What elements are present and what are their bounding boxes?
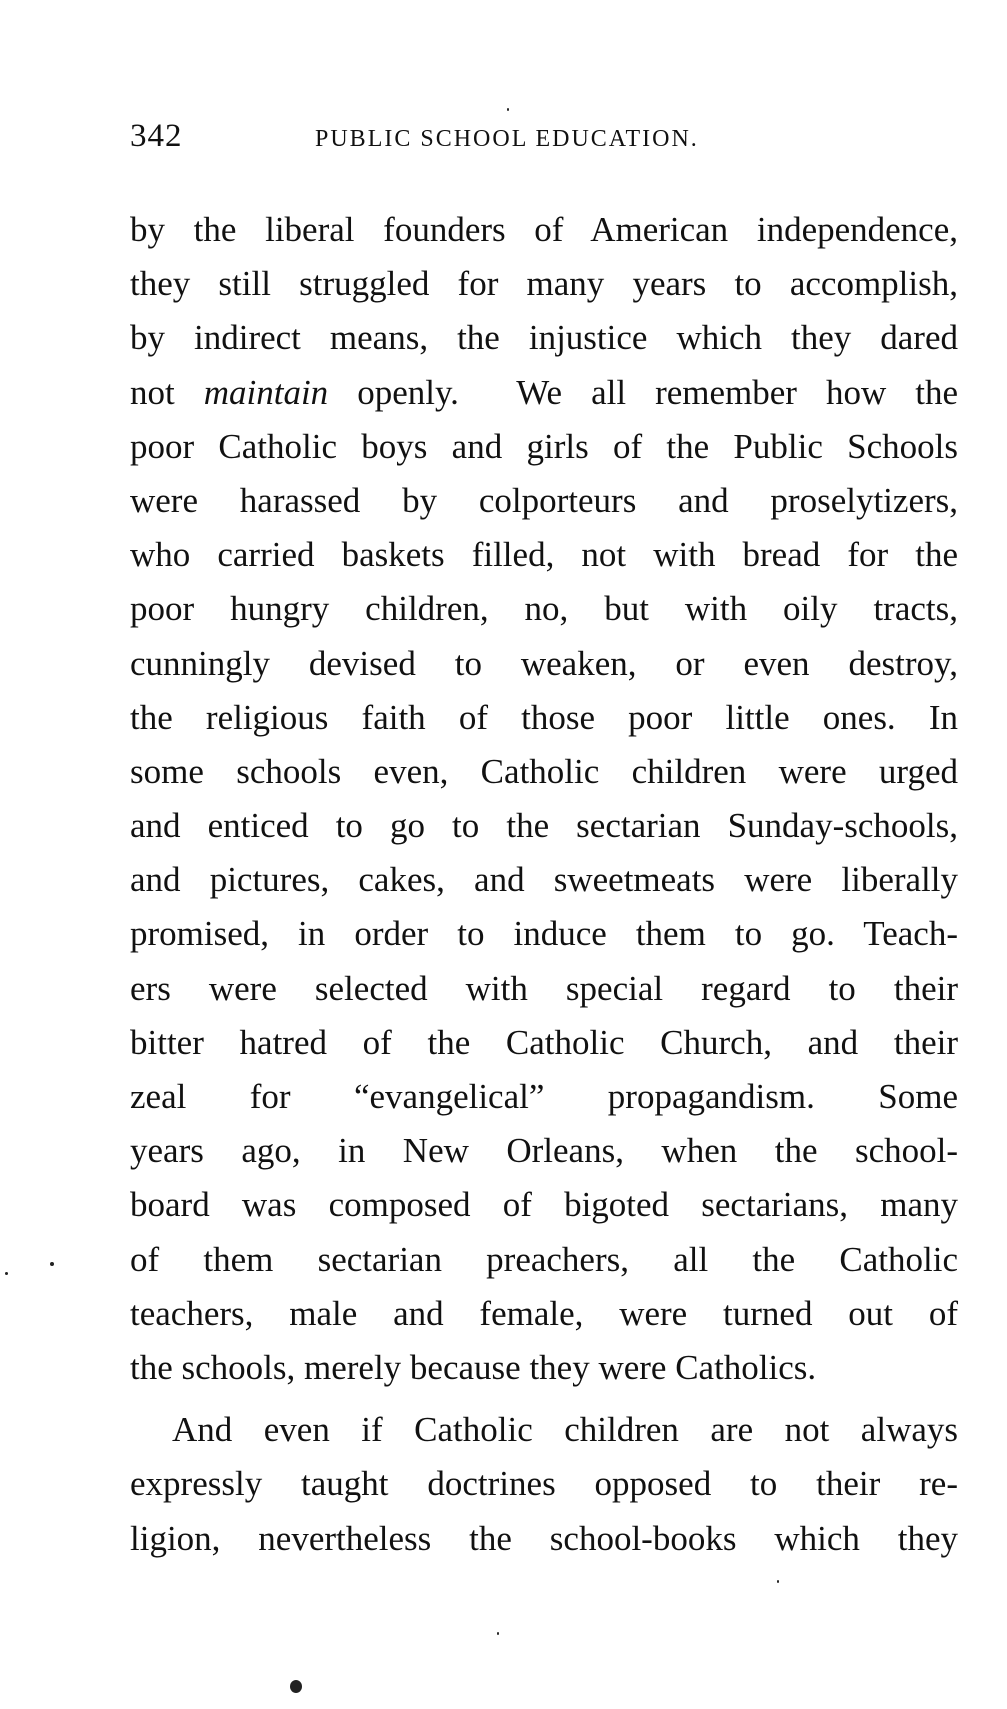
text-line: poor hungry children, no, but with oily tracts,: [130, 589, 958, 629]
paragraph-gap: [130, 1395, 958, 1403]
paragraph-2: [130, 1403, 958, 1566]
ink-speck: [497, 1632, 499, 1635]
ink-speck: [777, 1580, 779, 1583]
text-line: promised, in order to induce them to go. Teach-: [130, 914, 958, 954]
text-line: the schools, merely because they were Catholics.: [130, 1347, 817, 1387]
text-line: And even if Catholic children are not always: [172, 1410, 958, 1450]
text-line: ligion, nevertheless the school-books which they: [130, 1518, 958, 1558]
text-line: by indirect means, the injustice which they dared: [130, 318, 958, 358]
text-line: bitter hatred of the Catholic Church, and their: [130, 1022, 958, 1062]
ink-speck: [50, 1262, 54, 1266]
text-line: expressly taught doctrines opposed to their re-: [130, 1464, 958, 1504]
running-head: PUBLIC SCHOOL EDUCATION.: [315, 126, 699, 152]
text-line: board was composed of bigoted sectarians, many: [130, 1185, 958, 1225]
ink-speck: [290, 1680, 302, 1693]
text-line: cunningly devised to weaken, or even destroy,: [130, 643, 958, 683]
text-line: some schools even, Catholic children were urged: [130, 751, 958, 791]
text-line-with-italic: [130, 366, 958, 420]
ink-speck: [507, 108, 509, 111]
text-line: who carried baskets filled, not with bread for the: [130, 535, 958, 575]
page-number: 342: [130, 118, 183, 154]
text-line: teachers, male and female, were turned out of: [130, 1293, 958, 1333]
text-line: zeal for “evangelical” propagandism. Some: [130, 1077, 958, 1116]
text-segment: not: [130, 372, 204, 412]
text-line: the religious faith of those poor little ones. In: [130, 697, 958, 737]
italic-word: maintain: [203, 372, 329, 412]
text-segment: openly. We all remember how the: [328, 372, 958, 412]
page-header: [130, 118, 960, 158]
body-text: [130, 203, 958, 1566]
paragraph-1: [130, 203, 958, 1395]
text-line: of them sectarian preachers, all the Catholic: [130, 1239, 958, 1279]
text-line: and pictures, cakes, and sweetmeats were liberally: [130, 860, 958, 900]
text-line: years ago, in New Orleans, when the school-: [130, 1131, 958, 1171]
ink-speck: [5, 1272, 8, 1275]
text-line: were harassed by colporteurs and proselytizers,: [130, 480, 958, 520]
text-line: poor Catholic boys and girls of the Public Schools: [130, 426, 958, 466]
text-line: and enticed to go to the sectarian Sunday-schools,: [130, 806, 958, 846]
text-line: they still struggled for many years to accomplish,: [130, 264, 958, 304]
text-line: by the liberal founders of American independence,: [130, 210, 958, 249]
text-line: ers were selected with special regard to their: [130, 968, 958, 1008]
